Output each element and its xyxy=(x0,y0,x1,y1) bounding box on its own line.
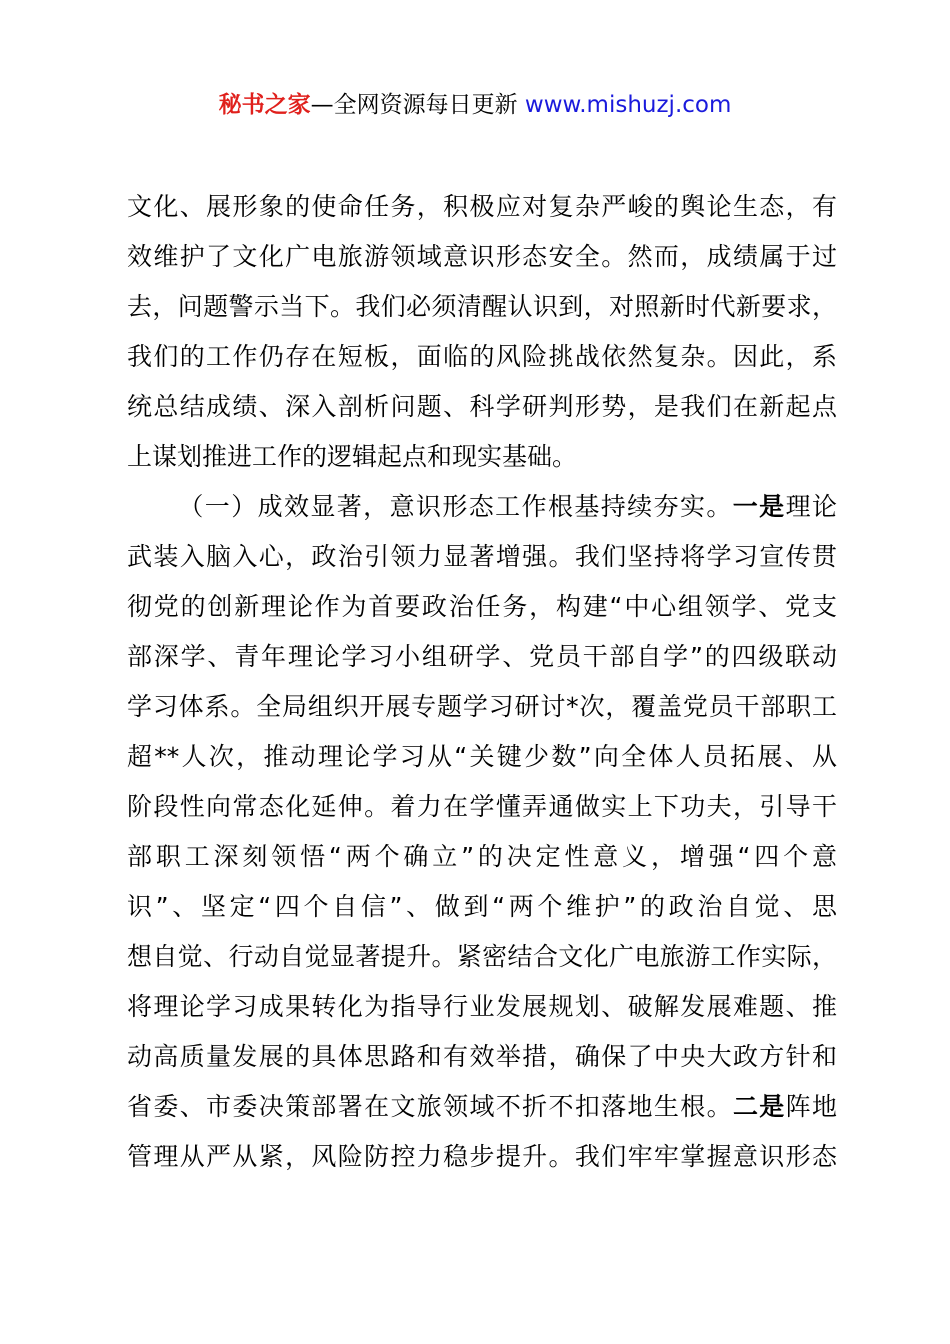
text-line: 学习体系。全局组织开展专题学习研讨*次，覆盖党员干部职工 xyxy=(127,692,837,721)
bold-marker-second: 二是 xyxy=(732,1092,786,1121)
text-line: 管理从严从紧，风险防控力稳步提升。我们牢牢掌握意识形态 xyxy=(127,1142,837,1171)
site-header xyxy=(0,88,950,122)
document-body xyxy=(127,182,837,1182)
text-fragment: 理论 xyxy=(785,492,837,521)
section-heading: （一）成效显著，意识形态工作根基持续夯实。 xyxy=(177,492,733,521)
text-line: 去，问题警示当下。我们必须清醒认识到，对照新时代新要求， xyxy=(127,292,837,321)
text-line: 识”、坚定“四个自信”、做到“两个维护”的政治自觉、思 xyxy=(127,892,837,921)
text-line: 将理论学习成果转化为指导行业发展规划、破解发展难题、推 xyxy=(127,992,837,1021)
text-line: 想自觉、行动自觉显著提升。紧密结合文化广电旅游工作实际， xyxy=(127,942,837,971)
text-line: 阶段性向常态化延伸。着力在学懂弄通做实上下功夫，引导干 xyxy=(127,792,837,821)
text-fragment: 省委、市委决策部署在文旅领域不折不扣落地生根。 xyxy=(127,1092,733,1121)
text-line xyxy=(127,1082,837,1132)
text-line: 效维护了文化广电旅游领域意识形态安全。然而，成绩属于过 xyxy=(127,242,837,271)
site-url[interactable]: www.mishuzj.com xyxy=(524,92,732,118)
bold-marker-first: 一是 xyxy=(732,492,786,521)
text-line: 部深学、青年理论学习小组研学、党员干部自学”的四级联动 xyxy=(127,642,837,671)
text-line: 武装入脑入心，政治引领力显著增强。我们坚持将学习宣传贯 xyxy=(127,542,837,571)
text-line: 超**人次，推动理论学习从“关键少数”向全体人员拓展、从 xyxy=(127,742,837,771)
text-line: 动高质量发展的具体思路和有效举措，确保了中央大政方针和 xyxy=(127,1042,837,1071)
text-line: 上谋划推进工作的逻辑起点和现实基础。 xyxy=(127,442,578,471)
text-line: 彻党的创新理论作为首要政治任务，构建“中心组领学、党支 xyxy=(127,592,837,621)
text-line: 文化、展形象的使命任务，积极应对复杂严峻的舆论生态，有 xyxy=(127,192,837,221)
section-heading-line xyxy=(127,482,837,532)
text-line: 部职工深刻领悟“两个确立”的决定性意义，增强“四个意 xyxy=(127,842,837,871)
text-line: 统总结成绩、深入剖析问题、科学研判形势，是我们在新起点 xyxy=(127,392,837,421)
text-line: 我们的工作仍存在短板，面临的风险挑战依然复杂。因此，系 xyxy=(127,342,837,371)
site-brand: 秘书之家 xyxy=(218,92,311,118)
text-fragment: 阵地 xyxy=(785,1092,837,1121)
site-slogan: —全网资源每日更新 xyxy=(310,92,525,118)
